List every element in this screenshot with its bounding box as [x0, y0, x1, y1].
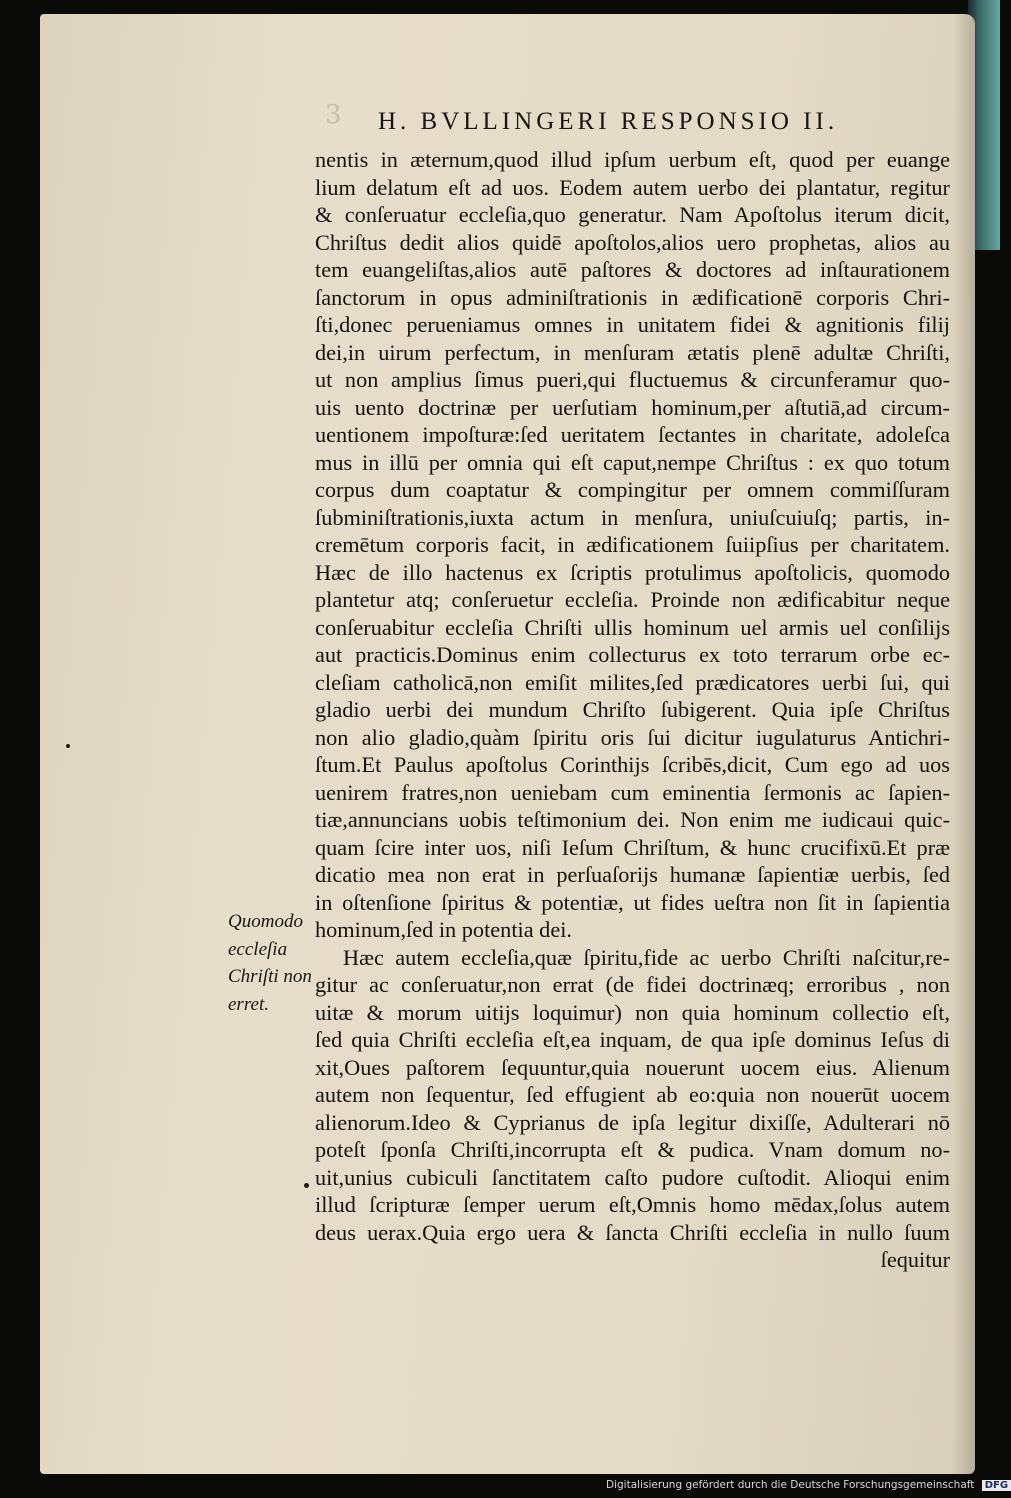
text-line: tem euangeliſtas,alios autē paſtores & doctores ad inſtaurationem	[315, 257, 950, 282]
main-text-block	[315, 146, 950, 1274]
text-line: ſti,donec perueniamus omnes in unitatem fidei & agnitionis filij	[315, 312, 950, 337]
text-line: ſubminiſtrationis,iuxta actum in menſura, uniuſcuiuſq; partis, in-	[315, 504, 950, 530]
text-line: ſanctorum in opus adminiſtrationis in ædificationē corporis Chri-	[315, 284, 950, 310]
text-line: aut practicis.Dominus enim collecturus ex toto terrarum orbe ec-	[315, 642, 950, 667]
text-line: uit,unius cubiculi ſanctitatem caſto pudore cuſtodit. Alioqui enim	[315, 1164, 950, 1190]
text-line: dicatio mea non erat in perſuaſorijs humanæ ſapientiæ uerbis, ſed	[315, 862, 950, 887]
text-line: in oſtenſione ſpiritus & potentiæ, ut fides ueſtra non ſit in ſapientia	[315, 889, 950, 915]
ink-speck	[304, 1183, 309, 1188]
faint-folio-mark: 3	[325, 100, 342, 130]
text-line: gitur ac conſeruatur,non errat (de fidei doctrinæq; erroribus , non	[315, 972, 950, 997]
text-line: Hæc autem eccleſia,quæ ſpiritu,fide ac uerbo Chriſti naſcitur,re-	[343, 944, 950, 970]
text-line: Hæc de illo hactenus ex ſcriptis protulimus apoſtolicis, quomodo	[315, 559, 950, 585]
text-line: ſed quia Chriſti eccleſia eſt,ea inquam, de qua ipſe dominus Ieſus di	[315, 1027, 950, 1052]
text-line: illud ſcripturæ ſemper uerum eſt,Omnis homo mēdax,ſolus autem	[315, 1192, 950, 1217]
text-line: corpus dum coaptatur & compingitur per omnem commiſſuram	[315, 477, 950, 502]
text-line: mus in illū per omnia qui eſt caput,nempe Chriſtus : ex quo totum	[315, 449, 950, 475]
ink-speck	[66, 744, 70, 748]
credit-text: Digitalisierung gefördert durch die Deutsche Forschungsgemeinschaft	[606, 1479, 975, 1491]
text-line: ut non amplius ſimus pueri,qui fluctuemus & circunferamur quo-	[315, 367, 950, 392]
marginal-note-line: erret.	[228, 993, 269, 1015]
text-line: plantetur atq; conſeruetur eccleſia. Proinde non ædificabitur neque	[315, 587, 950, 612]
text-line: deus uerax.Quia ergo uera & ſancta Chriſti eccleſia in nullo ſuum	[315, 1219, 950, 1245]
text-line: dei,in uirum perfectum, in menſuram ætatis plenē adultæ Chriſti,	[315, 339, 950, 365]
marginal-note-line: Chriſti non	[228, 966, 312, 987]
text-line: gladio uerbi dei mundum Chriſto ſubigerent. Quia ipſe Chriſtus	[315, 697, 950, 722]
marginal-note-line: eccleſia	[228, 938, 288, 960]
text-line: ſtum.Et Paulus apoſtolus Corinthijs ſcribēs,dicit, Cum ego ad uos	[315, 752, 950, 777]
text-line: uitæ & morum uitijs loquimur) non quia hominum collectio eſt,	[315, 999, 950, 1025]
text-line: uentionem impoſturæ:ſed ueritatem ſectantes in charitate, adoleſca	[315, 422, 950, 447]
text-line: Chriſtus dedit alios quidē apoſtolos,alios uero prophetas, alios au	[315, 229, 950, 255]
text-line: tiæ,annuncians uobis teſtimonium dei. Non enim me iudicaui quic-	[315, 807, 950, 832]
catchword: ſequitur	[880, 1247, 950, 1272]
text-line: poteſt ſponſa Chriſti,incorrupta eſt & pudica. Vnam domum no-	[315, 1137, 950, 1162]
dfg-logo: DFG	[982, 1480, 1011, 1491]
digitization-credit	[606, 1479, 1011, 1491]
marginal-note-line: Quomodo	[228, 911, 303, 932]
marginal-note	[228, 908, 320, 1018]
text-line: uis uento doctrinæ per uerſutiam hominum,per aſtutiā,ad circum-	[315, 394, 950, 420]
text-line: autem non ſequentur, ſed effugient ab eo:quia non nouerūt uocem	[315, 1082, 950, 1107]
text-line: & conſeruatur eccleſia,quo generatur. Nam Apoſtolus iterum dicit,	[315, 202, 950, 227]
text-line: quam ſcire inter uos, niſi Ieſum Chriſtum, & hunc crucifixū.Et præ	[315, 834, 950, 860]
text-line: lium delatum eſt ad uos. Eodem autem uerbo dei plantatur, regitur	[315, 174, 950, 200]
text-line: xit,Oues paſtorem ſequuntur,quia nouerunt uocem eius. Alienum	[315, 1054, 950, 1080]
running-header: H. BVLLINGERI RESPONSIO II.	[378, 108, 839, 135]
page-gutter-shadow	[953, 14, 975, 1474]
text-line: uenirem fratres,non ueniebam cum eminentia ſermonis ac ſapien-	[315, 779, 950, 805]
text-line: alienorum.Ideo & Cyprianus de ipſa legitur dixiſſe, Adulterari nō	[315, 1109, 950, 1135]
text-line: hominum,ſed in potentia dei.	[315, 917, 572, 942]
text-line: conſeruabitur eccleſia Chriſti ullis hominum uel armis uel conſilijs	[315, 614, 950, 640]
text-line: cleſiam catholicā,non emiſit milites,ſed prædicatores uerbi ſui, qui	[315, 669, 950, 695]
text-line: non alio gladio,quàm ſpiritu oris ſui dicitur iugulaturus Antichri-	[315, 724, 950, 750]
text-line: cremētum corporis facit, in ædificationem ſuiipſius per charitatem.	[315, 532, 950, 557]
text-line: nentis in æternum,quod illud ipſum uerbum eſt, quod per euange	[315, 147, 950, 172]
